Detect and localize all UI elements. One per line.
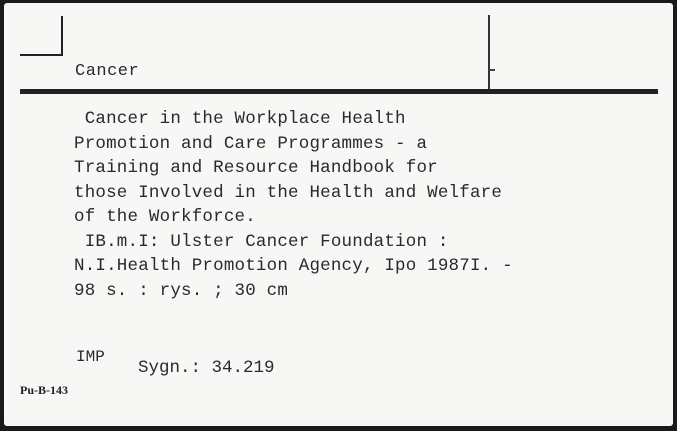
description-line: of the Workforce. (74, 207, 256, 227)
shelf-signature: Sygn.: 34.219 (138, 358, 275, 378)
bibliographic-description (74, 107, 513, 303)
imp-label: IMP (76, 348, 105, 366)
description-line: IB.m.I: Ulster Cancer Foundation : (74, 231, 449, 252)
description-line: Cancer in the Workplace Health (74, 109, 406, 129)
corner-bracket-horizontal (20, 54, 63, 56)
description-line: N.I.Health Promotion Agency, Ipo 1987I. - (74, 256, 513, 276)
description-line: 98 s. : rys. ; 30 cm (74, 280, 289, 301)
description-line: Promotion and Care Programmes - a (74, 133, 428, 154)
heading-rule (20, 89, 658, 94)
divider-tick (489, 69, 495, 71)
description-line: Training and Resource Handbook for (74, 158, 438, 178)
library-stamp-code: Pu-B-143 (20, 383, 68, 397)
description-line: those Involved in the Health and Welfare (74, 182, 503, 203)
subject-heading: Cancer (75, 62, 140, 81)
corner-bracket-vertical (61, 16, 63, 56)
column-divider (488, 15, 490, 91)
catalog-card (4, 3, 673, 426)
